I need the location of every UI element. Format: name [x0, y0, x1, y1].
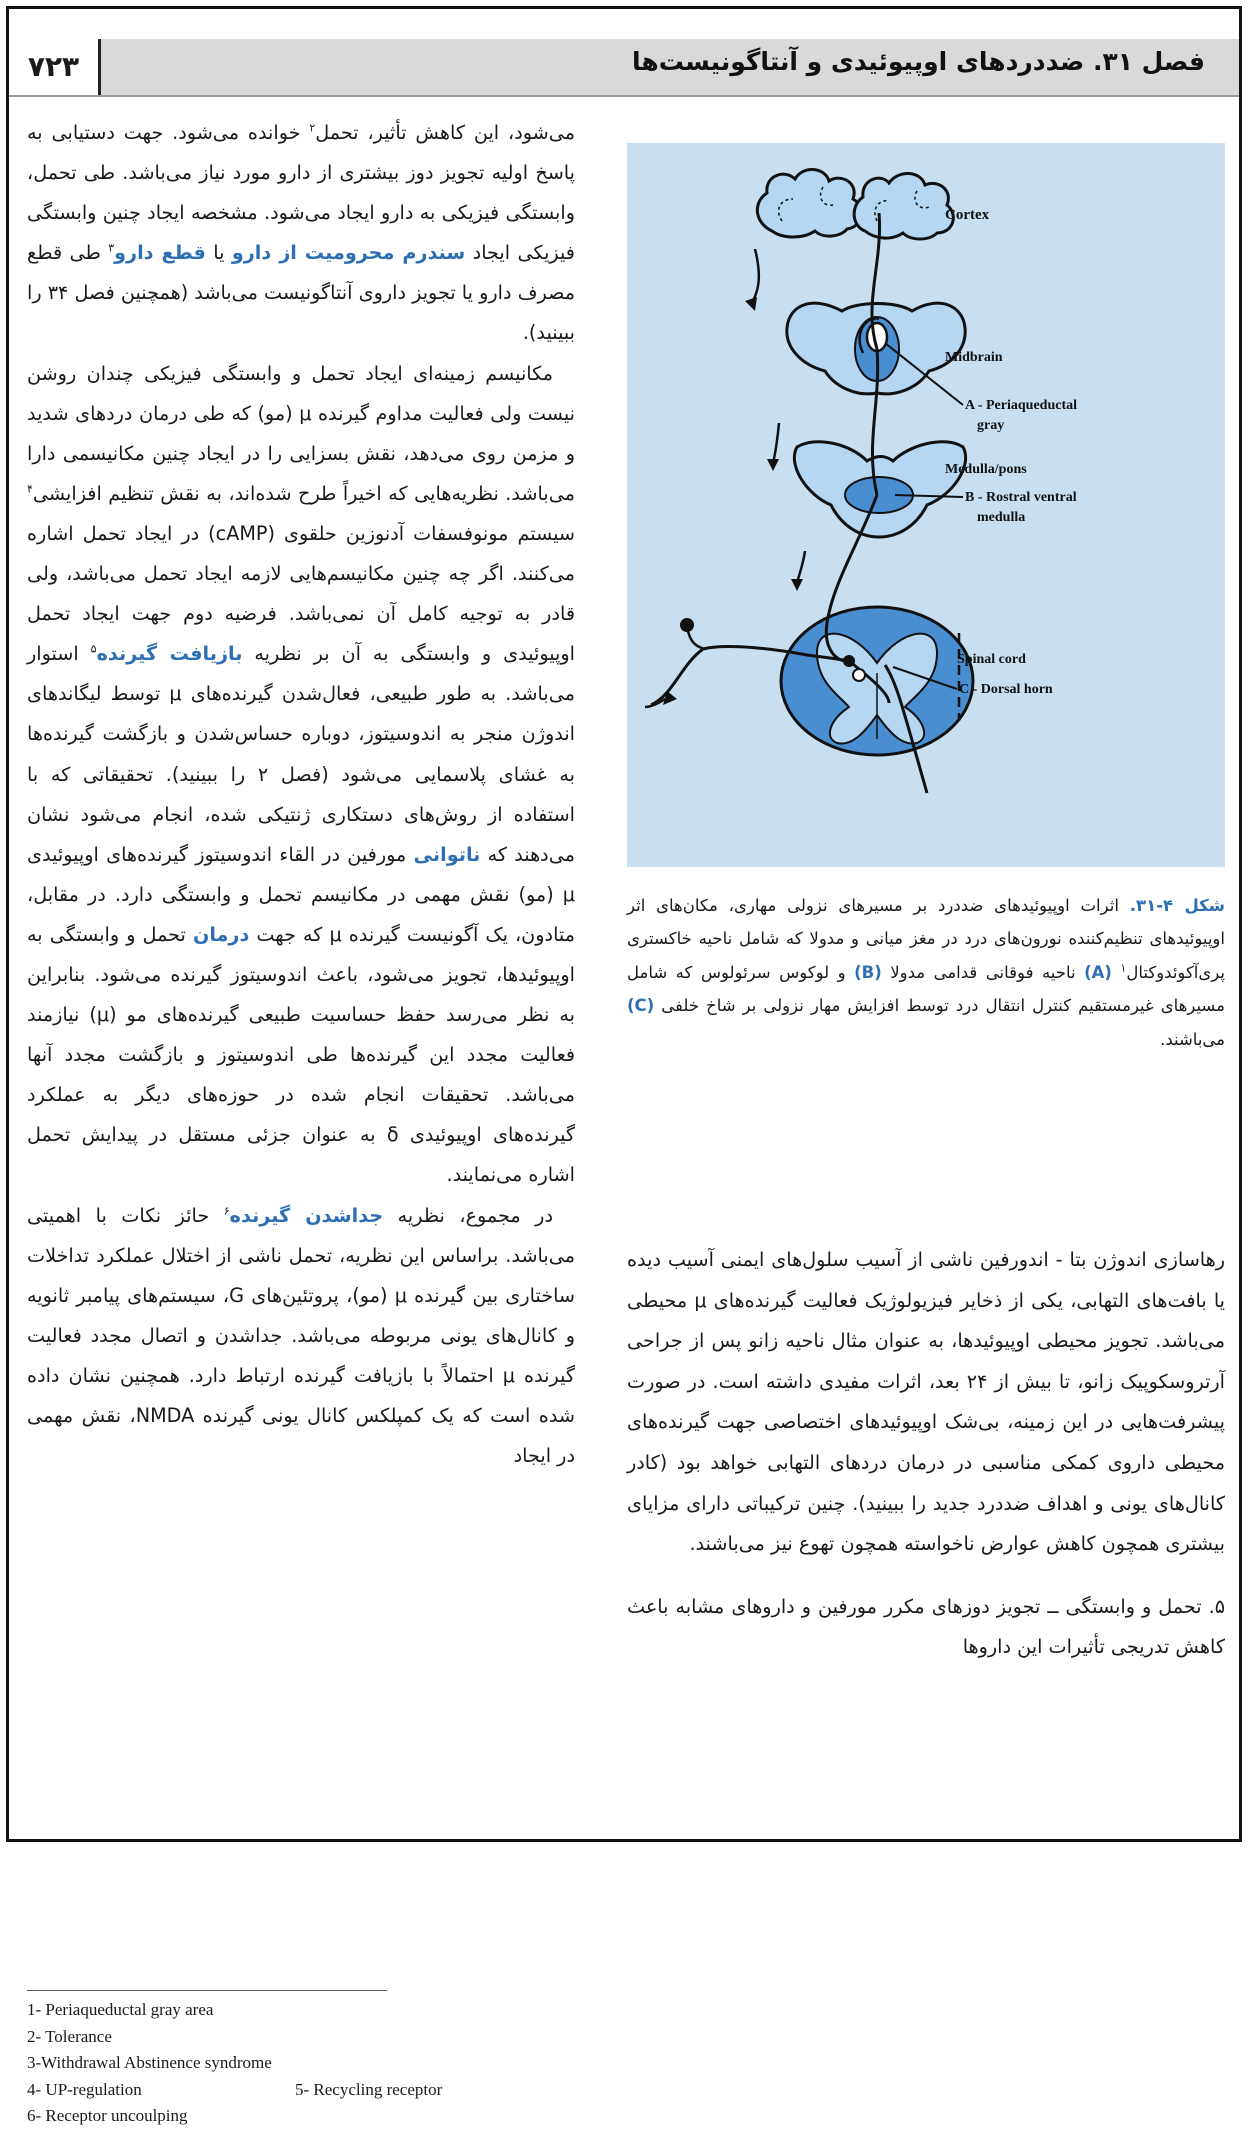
key-term: سندرم محرومیت از دارو — [231, 241, 466, 265]
label-cortex: Cortex — [945, 207, 990, 223]
footnote-marker: ۳ — [108, 241, 115, 255]
running-header — [9, 39, 1239, 97]
figure-opioid-pathways — [627, 143, 1225, 867]
figure-label: شکل ۴-۳۱. — [1129, 896, 1225, 915]
footnote-marker: ۴ — [27, 482, 33, 496]
label-midbrain: Midbrain — [945, 350, 1003, 365]
page-number: ۷۲۳ — [9, 39, 101, 95]
left-column — [27, 113, 575, 1476]
right-column — [627, 1240, 1225, 1668]
label-b-line2: medulla — [977, 510, 1026, 525]
text: ناحیه فوقانی قدامی مدولا — [881, 962, 1085, 982]
text: و لوکوس سرئولوس که شامل مسیرهای غیرمستقیم کنترل انتقال درد توسط افزایش مهار نزولی بر شاخ خلفی — [627, 962, 1225, 1016]
footnote: 5- Recycling receptor — [295, 2079, 443, 2099]
marker-c: (C) — [627, 996, 655, 1016]
arrow-head — [791, 579, 803, 591]
marker-b: (B) — [854, 962, 882, 982]
arrow-head — [745, 297, 757, 311]
footnote: 1- Periaqueductal gray area — [27, 2000, 214, 2019]
label-a-line2: gray — [977, 418, 1005, 433]
text: می‌شود، این کاهش تأثیر، تحمل — [315, 121, 575, 144]
chapter-title: فصل ۳۱. ضددردهای اوپیوئیدی و آنتاگونیست‌ها — [632, 47, 1205, 76]
key-term: جداشدن گیرنده — [229, 1203, 384, 1227]
arrow — [797, 551, 805, 583]
text: خوانده می‌شود. جهت دستیابی به پاسخ اولیه تجویز دوز بیشتری از دارو مورد نیاز می‌باشد. طی تحمل، وابستگی فیزیکی به دارو ایجاد می‌شود. مشخصه ایجاد چنین وابستگی فیزیکی ایجاد — [27, 121, 575, 265]
paragraph — [27, 354, 575, 1196]
label-medulla: Medulla/pons — [945, 462, 1027, 477]
text: می‌باشند. — [1160, 1029, 1225, 1049]
text: اثرات اوپیوئیدهای ضددرد بر مسیرهای نزولی مهاری، مکان‌های اثر اوپیوئیدهای تنظیم‌کننده نورون‌های درد در مغز میانی و مدولا که شامل ناحیه خاکستری پری‌آکوئدوکتال — [627, 896, 1225, 982]
text: تحمل و وابستگی به اوپیوئیدها، تجویز می‌شود، باعث اندوسیتوز گیرنده می‌شود. بنابراین به نظر می‌رسد حفظ حساسیت طبیعی گیرنده‌های مو (μ) نیازمند فعالیت مجدد این گیرنده‌ها طی اندوسیتوز و بازگشت مجدد آنها می‌باشد. تحقیقات انجام شده در حوزه‌های دیگر به عملکرد گیرنده‌های اوپیوئیدی δ به عنوان جزئی مستقل در پیدایش تحمل اشاره می‌نمایند. — [27, 922, 575, 1187]
paragraph: رهاسازی اندوژن بتا - اندورفین ناشی از آسیب سلول‌های ایمنی آسیب دیده یا بافت‌های التهابی، یکی از ذخایر فیزیولوژیک فعالیت گیرنده‌های μ محیطی می‌باشد. تجویز محیطی اوپیوئیدها، به عنوان مثال ناحیه زانو پس از جراحی آرتروسکوپیک زانو، تا بیش از ۲۴ بعد، اثرات مفیدی داشته است. در صورت پیشرفت‌هایی در این زمینه، بی‌شک اوپیوئیدهای اختصاصی جهت گیرنده‌های محیطی داروی کمکی مناسبی در درمان دردهای التهابی خواهد بود (کادر کانال‌های یونی و اهداف ضددرد جدید را ببینید). چنین ترکیباتی دارای مزایای بیشتری همچون کاهش عوارض ناخواسته همچون تهوع نیز می‌باشند. — [627, 1248, 1226, 1556]
label-a-line1: A - Periaqueductal — [965, 398, 1077, 413]
footnote: 2- Tolerance — [27, 2026, 112, 2046]
text: طی قطع مصرف دارو یا تجویز داروی آنتاگونیست می‌باشد (همچنین فصل ۳۴ را ببینید). — [27, 241, 575, 345]
numbered-paragraph: ۵. تحمل و وابستگی ــ تجویز دوزهای مکرر مورفین و داروهای مشابه باعث کاهش تدریجی تأثیرات این داروها — [627, 1594, 1225, 1659]
cortex-shape — [757, 169, 953, 239]
key-term: درمان — [192, 922, 250, 946]
footnote-marker: ۲ — [309, 121, 316, 135]
label-c-line1: C - Dorsal horn — [959, 682, 1053, 697]
spinal-cord-shape — [781, 607, 973, 755]
text: مکانیسم زمینه‌ای ایجاد تحمل و وابستگی فیزیکی چندان روشن نیست ولی فعالیت مداوم گیرنده μ (مو) که طی درمان دردهای شدید و مزمن روی می‌دهد، نقش بسزایی را در ایجاد چنین مکانیسمی دارا می‌باشد. نظریه‌هایی که اخیراً طرح شده‌اند، به نقش تنظیم افزایشی — [27, 361, 575, 505]
paragraph — [27, 1196, 575, 1477]
pathway-diagram — [627, 143, 1225, 867]
label-b-line1: B - Rostral ventral — [965, 490, 1077, 505]
footnote-divider — [27, 1990, 387, 1991]
text: در مجموع، نظریه — [383, 1203, 553, 1227]
footnote-marker: ۶ — [223, 1204, 230, 1218]
medulla-shape — [794, 442, 965, 537]
footnotes — [27, 1997, 587, 2130]
footnote: 4- UP-regulation — [27, 2079, 142, 2099]
text: استوار می‌باشد. به طور طبیعی، فعال‌شدن گیرنده‌های μ توسط لیگاندهای اندوژن منجر به اندوسیتوز، دوباره حساس‌شدن و بازگشت گیرنده‌ها به غشای پلاسمایی می‌شود (فصل ۲ را ببینید). تحقیقاتی که با استفاده از روش‌های دستکاری ژنتیکی شده، انجام می‌شود نشان می‌دهند که — [27, 642, 575, 866]
footnote: 3-Withdrawal Abstinence syndrome — [27, 2053, 272, 2072]
arrow — [751, 249, 759, 305]
key-term: قطع دارو — [114, 241, 206, 265]
key-term: بازیافت گیرنده — [96, 642, 243, 666]
footnote: 6- Receptor uncoulping — [27, 2106, 188, 2125]
text: یا — [205, 241, 232, 265]
key-term: ناتوانی — [413, 842, 481, 866]
text: سیستم مونوفسفات آدنوزین حلقوی (cAMP) در ایجاد تحمل اشاره می‌کنند. اگر چه چنین مکانیسم‌هایی لازمه ایجاد تحمل می‌باشد، ولی قادر به توجیه کامل آن نمی‌باشد. فرضیه دوم جهت ایجاد تحمل اوپیوئیدی و وابستگی به آن بر نظریه — [27, 521, 575, 666]
arrow-head — [767, 459, 779, 471]
marker-a: (A) — [1084, 962, 1112, 982]
footnote-marker: ۵ — [90, 642, 97, 656]
footnote-row — [27, 2077, 587, 2104]
label-spinal-cord: Spinal cord — [957, 652, 1026, 667]
footnote-marker: ۱ — [1120, 961, 1127, 975]
arrow — [773, 423, 779, 463]
text: حائز نکات با اهمیتی می‌باشد. براساس این نظریه، تحمل ناشی از اختلال عملکرد تداخلات ساختاری بین گیرنده μ (مو)، پروتئین‌های G، سیستم‌های پیامبر ثانویه و کانال‌های یونی مربوطه می‌باشد. جداشدن و اتصال مجدد فعالیت گیرنده μ احتمالاً با بازیافت گیرنده ارتباط دارد. همچنین نشان داده شده است که یک کمپلکس کانال یونی گیرنده NMDA، نقش مهمی در ایجاد — [27, 1203, 576, 1468]
text: مورفین در القاء اندوسیتوز گیرنده‌های اوپیوئیدی μ (مو) نقش مهمی در مکانیسم تحمل و وابستگی دارد. در مقابل، متادون، یک آگونیست گیرنده μ که جهت — [27, 842, 575, 946]
paragraph — [27, 113, 575, 354]
figure-caption — [627, 889, 1225, 1056]
page — [6, 6, 1242, 2125]
